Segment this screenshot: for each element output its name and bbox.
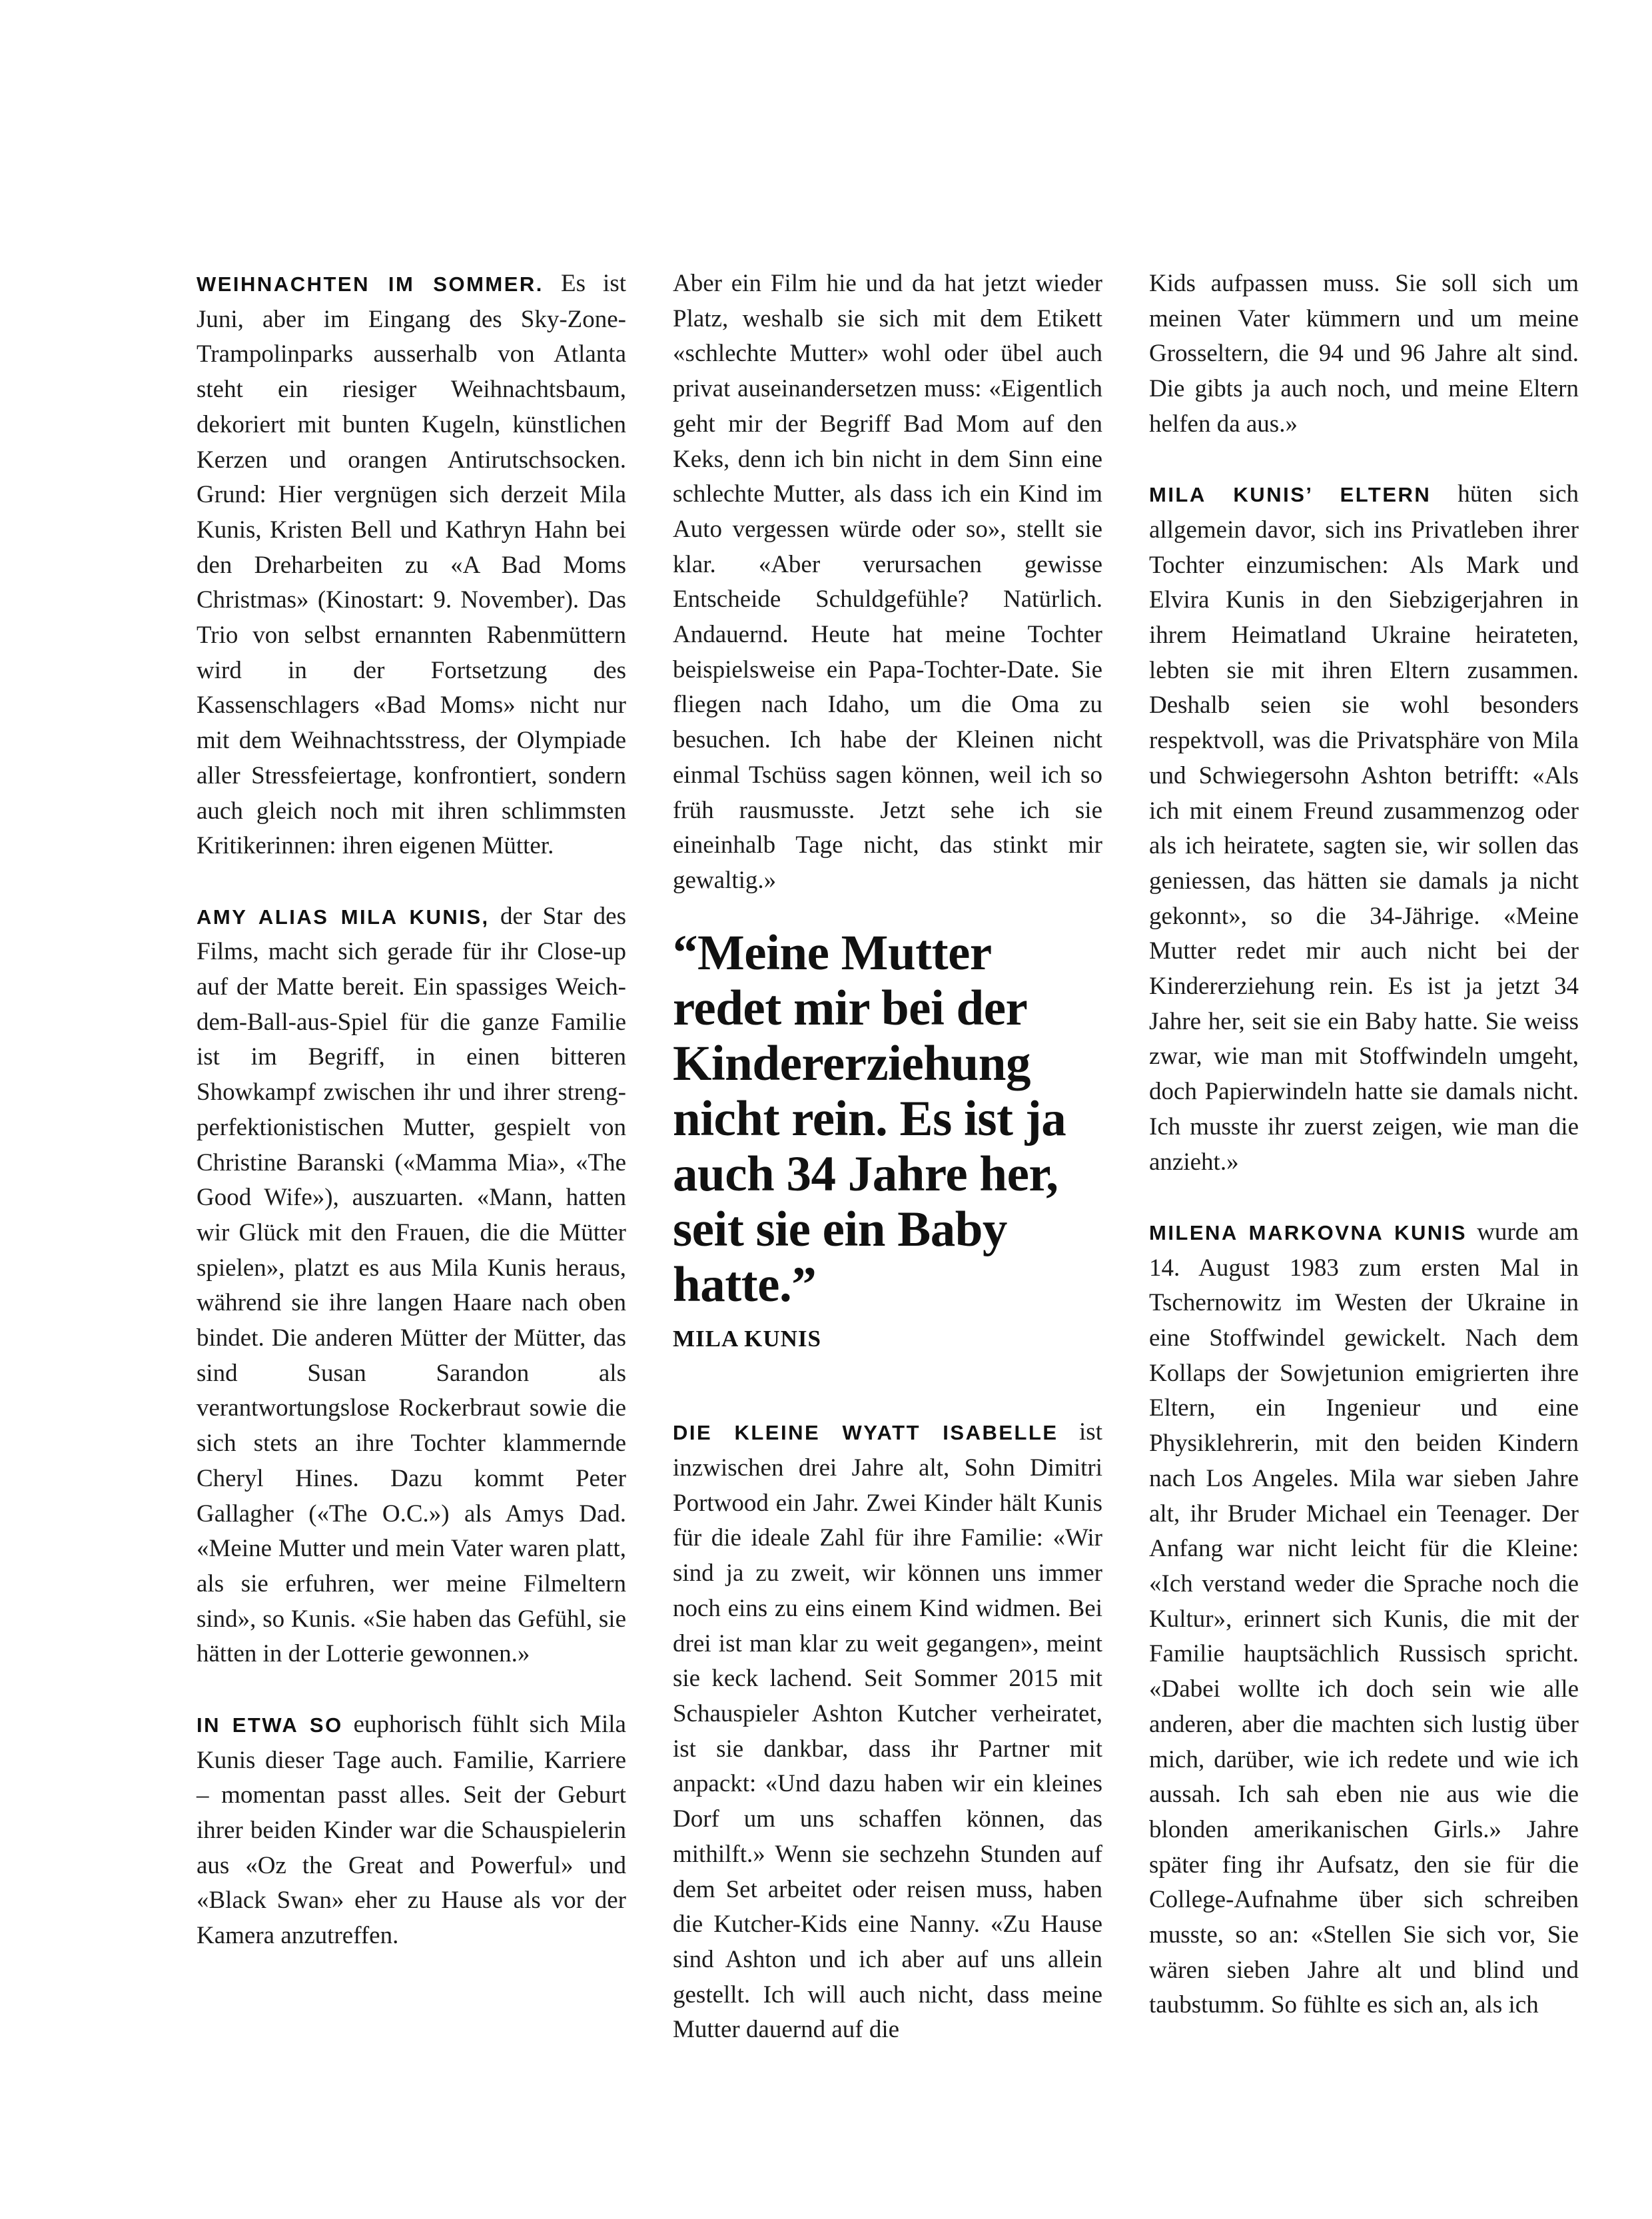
article-column-1 — [197, 266, 626, 1989]
paragraph-continuation — [1149, 266, 1579, 442]
paragraph-lead-in: WEIHNACHTEN IM SOMMER. — [197, 272, 544, 296]
pull-quote-author: MILA KUNIS — [673, 1325, 821, 1352]
paragraph-lead-in: MILENA MARKOVNA KUNIS — [1149, 1220, 1467, 1244]
paragraph-body: hüten sich allgemein davor, sich ins Privatleben ihrer Tochter einzumischen: Als Mark und Elvira Kunis in den Siebzigerjahren in ihrem Heimatland Ukraine heirateten, lebten sie mit ihren Eltern zusammen. Deshalb seien sie wohl besonders respektvoll, was die Privatsphäre von Mila und Schwiegersohn Ashton betrifft: «Als ich mit einem Freund zusammenzog oder als ich heiratete, sagten sie, wir sollen das geniessen, das hätten sie damals ja nicht gekonnt», so die 34-Jährige. «Meine Mutter redet mir auch nicht bei der Kindererziehung rein. Es ist ja jetzt 34 Jahre her, seit sie ein Baby hatte. Sie weiss zwar, wie man mit Stoffwindeln umgeht, doch Papierwindeln hatte sie damals nicht. Ich musste ihr zuerst zeigen, wie man die anzieht.» — [1149, 480, 1579, 1176]
paragraph-continuation — [673, 266, 1102, 899]
pull-quote — [673, 925, 1102, 1357]
paragraph-lead-in: MILA KUNIS’ ELTERN — [1149, 483, 1432, 507]
paragraph-weihnachten — [197, 266, 626, 864]
paragraph-wyatt — [673, 1415, 1102, 2048]
paragraph-body: Kids aufpassen muss. Sie soll sich um meinen Vater kümmern und um meine Grosseltern, die 94 und 96 Jahre alt sind. Die gibts ja auch noch, und meine Eltern helfen da aus.» — [1149, 270, 1579, 438]
paragraph-milena — [1149, 1215, 1579, 2023]
paragraph-body: Aber ein Film hie und da hat jetzt wieder Platz, weshalb sie sich mit dem Etikett «schlechte Mutter» wohl oder übel auch privat auseinandersetzen muss: «Eigentlich geht mir der Begriff Bad Mom auf den Keks, denn ich bin nicht in dem Sinn eine schlechte Mutter, als dass ich ein Kind im Auto vergessen würde oder so», stellt sie klar. «Aber verursachen gewisse Entscheide Schuldgefühle? Natürlich. Andauernd. Heute hat meine Tochter beispielsweise ein Papa-Tochter-Date. Sie fliegen nach Idaho, um die Oma zu besuchen. Ich habe der Kleinen nicht einmal Tschüss sagen können, weil ich so früh rausmusste. Jetzt sehe ich sie eineinhalb Tage nicht, das stinkt mir gewaltig.» — [673, 270, 1102, 894]
pull-quote-text: “Meine Mutter redet mir bei der Kindererziehung nicht rein. Es ist ja auch 34 Jahre her, seit sie ein Baby hatte.” — [673, 925, 1066, 1312]
article-column-2 — [673, 266, 1102, 2083]
paragraph-body: Es ist Juni, aber im Eingang des Sky-Zone-Trampolinparks ausserhalb von Atlanta steht ein riesiger Weihnachtsbaum, dekoriert mit bunten Kugeln, künstlichen Kerzen und orangen Antirutschsocken. Grund: Hier vergnügen sich derzeit Mila Kunis, Kristen Bell und Kathryn Hahn bei den Dreharbeiten zu «A Bad Moms Christmas» (Kinostart: 9. November). Das Trio von selbst ernannten Rabenmüttern wird in der Fortsetzung des Kassenschlagers «Bad Moms» nicht nur mit dem Weihnachtsstress, der Olympiade aller Stressfeiertage, konfrontiert, sondern auch gleich noch mit ihren schlimmsten Kritikerinnen: ihren eigenen Mütter. — [197, 270, 626, 860]
paragraph-in-etwa-so — [197, 1707, 626, 1954]
paragraph-eltern — [1149, 477, 1579, 1180]
paragraph-lead-in: AMY ALIAS MILA KUNIS, — [197, 905, 490, 929]
paragraph-body: wurde am 14. August 1983 zum ersten Mal in Tschernowitz im Westen der Ukraine in eine Stoffwindel gewickelt. Nach dem Kollaps der Sowjetunion emigrierten ihre Eltern, ein Ingenieur und eine Physiklehrerin, mit den beiden Kindern nach Los Angeles. Mila war sieben Jahre alt, ihr Bruder Michael ein Teenager. Der Anfang war nicht leicht für die Kleine: «Ich verstand weder die Sprache noch die Kultur», erinnert sich Kunis, die mit der Familie hauptsächlich Russisch spricht. «Dabei wollte ich doch sein wie alle anderen, aber die machten sich lustig über mich, darüber, wie ich redete und wie ich aussah. Ich sah eben nie aus wie die blonden amerikanischen Girls.» Jahre später fing ihr Aufsatz, den sie für die College-Aufnahme über sich schreiben musste, so an: «Stellen Sie sich vor, Sie wären sieben Jahre alt und blind und taubstumm. So fühlte es sich an, als ich — [1149, 1218, 1579, 2019]
paragraph-lead-in: DIE KLEINE WYATT ISABELLE — [673, 1421, 1058, 1445]
paragraph-body: der Star des Films, macht sich gerade für ihr Close-up auf der Matte bereit. Ein spassiges Weich-dem-Ball-aus-Spiel für die ganze Familie ist im Begriff, in einen bitteren Showkampf zwischen ihr und ihrer streng-perfektionistischen Mutter, gespielt von Christine Baranski («Mamma Mia», «The Good Wife»), auszuarten. «Mann, hatten wir Glück mit den Frauen, die die Mütter spielen», platzt es aus Mila Kunis heraus, während sie ihre langen Haare nach oben bindet. Die anderen Mütter der Mütter, das sind Susan Sarandon als verantwortungslose Rockerbraut sowie die sich stets an ihre Tochter klammernde Cheryl Hines. Dazu kommt Peter Gallagher («The O.C.») als Amys Dad. «Meine Mutter und mein Vater waren platt, als sie erfuhren, wer meine Filmeltern sind», so Kunis. «Sie haben das Gefühl, sie hätten in der Lotterie gewonnen.» — [197, 902, 626, 1668]
paragraph-body: ist inzwischen drei Jahre alt, Sohn Dimitri Portwood ein Jahr. Zwei Kinder hält Kunis für die ideale Zahl für ihre Familie: «Wir sind ja zu zweit, wir können uns immer noch eins zu eins einem Kind widmen. Bei drei ist man klar zu weit gegangen», meint sie keck lachend. Seit Sommer 2015 mit Schauspieler Ashton Kutcher verheiratet, ist sie dankbar, dass ihr Partner mit anpackt: «Und dazu haben wir ein kleines Dorf um uns schaffen können, das mithilft.» Wenn sie sechzehn Stunden auf dem Set arbeitet oder reisen muss, haben die Kutcher-Kids eine Nanny. «Zu Hause sind Ashton und ich aber auf uns allein gestellt. Ich will auch nicht, dass meine Mutter dauernd auf die — [673, 1418, 1102, 2044]
paragraph-amy — [197, 899, 626, 1672]
paragraph-lead-in: IN ETWA SO — [197, 1713, 343, 1737]
article-column-3 — [1149, 266, 1579, 2058]
paragraph-body: euphorisch fühlt sich Mila Kunis dieser Tage auch. Familie, Karriere – momentan passt alles. Seit der Geburt ihrer beiden Kinder war die Schauspielerin aus «Oz the Great and Powerful» und «Black Swan» eher zu Hause als vor der Kamera anzutreffen. — [197, 1710, 626, 1950]
